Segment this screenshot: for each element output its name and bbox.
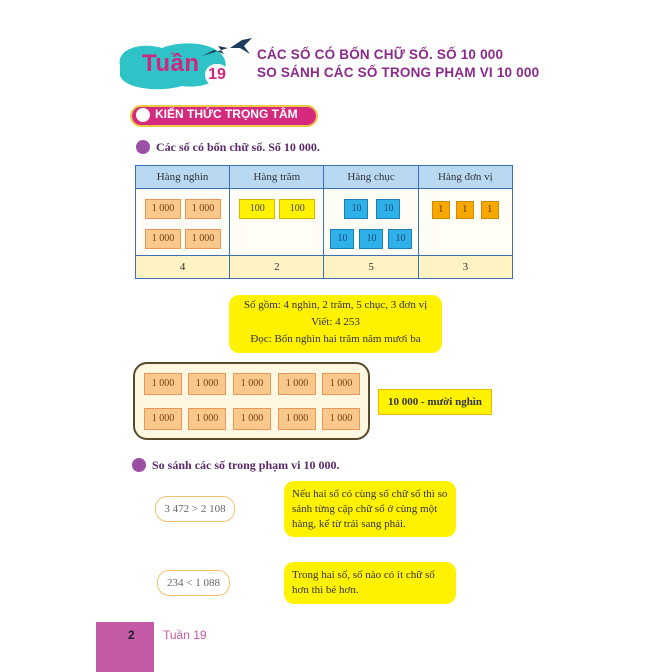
header-thousands: Hàng nghìn [136,166,230,189]
count-units: 3 [418,256,512,279]
ten-block: 10 [388,229,412,249]
thousand-block: 1 000 [188,373,226,395]
thousand-block: 1 000 [278,408,316,430]
tens-cell [324,189,418,256]
info-composition: Số gồm: 4 nghìn, 2 trăm, 5 chục, 3 đơn vị [243,299,428,311]
footer-bar [96,622,154,672]
part2-heading: So sánh các số trong phạm vi 10 000. [152,458,340,472]
swallow-birds-icon [200,34,254,62]
book-icon [136,108,150,122]
count-thousands: 4 [136,256,230,279]
count-hundreds: 2 [230,256,324,279]
comparison-example-2: 234 < 1 088 [157,570,230,596]
title-line-1: CÁC SỐ CÓ BỐN CHỮ SỐ. SỐ 10 000 [257,47,504,62]
comparison-example-1: 3 472 > 2 108 [155,496,235,522]
comparison-rule-1: Nếu hai số có cùng số chữ số thì so sánh từng cặp chữ số ở cùng một hàng, kể từ trái sang phải. [284,481,456,537]
title-line-2: SO SÁNH CÁC SỐ TRONG PHẠM VI 10 000 [257,65,540,80]
hundred-block: 100 [279,199,315,219]
thousand-block: 1 000 [322,408,360,430]
hundred-block: 100 [239,199,275,219]
header-hundreds: Hàng trăm [230,166,324,189]
part1-heading: Các số có bốn chữ số. Số 10 000. [156,140,320,154]
count-tens: 5 [324,256,418,279]
ten-block: 10 [359,229,383,249]
unit-block: 1 [456,201,474,219]
pencil-icon [136,140,150,154]
thousand-block: 1 000 [145,229,181,249]
thousand-block: 1 000 [233,373,271,395]
unit-block: 1 [432,201,450,219]
hundreds-cell [230,189,324,256]
thousand-block: 1 000 [145,199,181,219]
thousand-block: 1 000 [278,373,316,395]
thousand-block: 1 000 [185,229,221,249]
ten-block: 10 [376,199,400,219]
info-read: Đọc: Bốn nghìn hai trăm năm mươi ba [250,333,421,345]
header-units: Hàng đơn vị [418,166,512,189]
info-write: Viết: 4 253 [311,316,360,328]
thousand-block: 1 000 [322,373,360,395]
page-number: 2 [128,628,135,642]
header-tens: Hàng chục [324,166,418,189]
ten-thousand-label: 10 000 - mười nghìn [378,389,492,415]
comparison-rule-2: Trong hai số, số nào có ít chữ số hơn thì bé hơn. [284,562,456,604]
week-number: 19 [205,64,229,86]
thousand-block: 1 000 [185,199,221,219]
unit-block: 1 [481,201,499,219]
ten-block: 10 [344,199,368,219]
place-value-table [135,165,513,279]
thousands-cell [136,189,230,256]
footer-week-label: Tuần 19 [163,628,207,642]
section-title: KIẾN THỨC TRỌNG TÂM [155,107,298,121]
thousand-block: 1 000 [233,408,271,430]
ten-block: 10 [330,229,354,249]
thousand-block: 1 000 [144,373,182,395]
thousand-block: 1 000 [188,408,226,430]
thousand-block: 1 000 [144,408,182,430]
week-word: Tuần [142,50,200,77]
pencil-icon [132,458,146,472]
units-cell [418,189,512,256]
